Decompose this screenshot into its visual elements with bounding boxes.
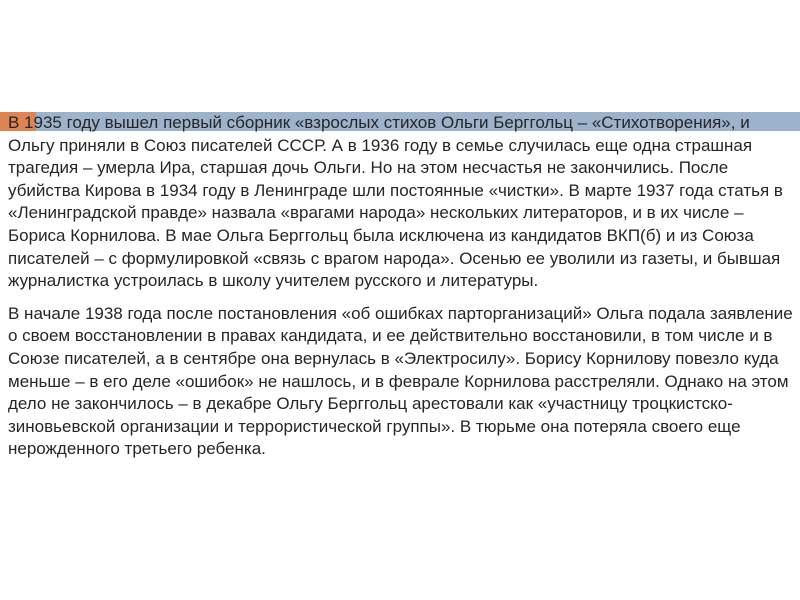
paragraph-1: В 1935 году вышел первый сборник «взрослых стихов Ольги Берггольц – «Стихотворения», и Ольгу приняли в Союз писателей СССР. А в 1936 году в семье случилась еще одна страшная трагедия – умерла Ира, старшая дочь Ольги. Но на этом несчастья не закончились. После убийства Кирова в 1934 году в Ленинграде шли постоянные «чистки». В марте 1937 года статья в «Ленинградской правде» назвала «врагами народа» нескольких литераторов, и в их числе – Бориса Корнилова. В мае Ольга Берггольц была исключена из кандидатов ВКП(б) и из Союза писателей – с формулировкой «связь с врагом народа». Осенью ее уволили из газеты, и бывшая журналистка устроилась в школу учителем русского и литературы. — [8, 113, 783, 291]
paragraph-2: В начале 1938 года после постановления «об ошибках парторганизаций» Ольга подала заявление о своем восстановлении в правах кандидата, и ее действительно восстановили, в том числе и в Союзе писателей, а в сентябре она вернулась в «Электросилу». Борису Корнилову повезло куда меньше – в его деле «ошибок» не нашлось, и в феврале Корнилова расстреляли. Однако на этом дело не закончилось – в декабре Ольгу Берггольц арестовали как «участницу троцкистско-зиновьевской организации и террористической группы». В тюрьме она потеряла своего еще нерожденного третьего ребенка. — [8, 303, 793, 459]
slide-body — [8, 112, 794, 461]
